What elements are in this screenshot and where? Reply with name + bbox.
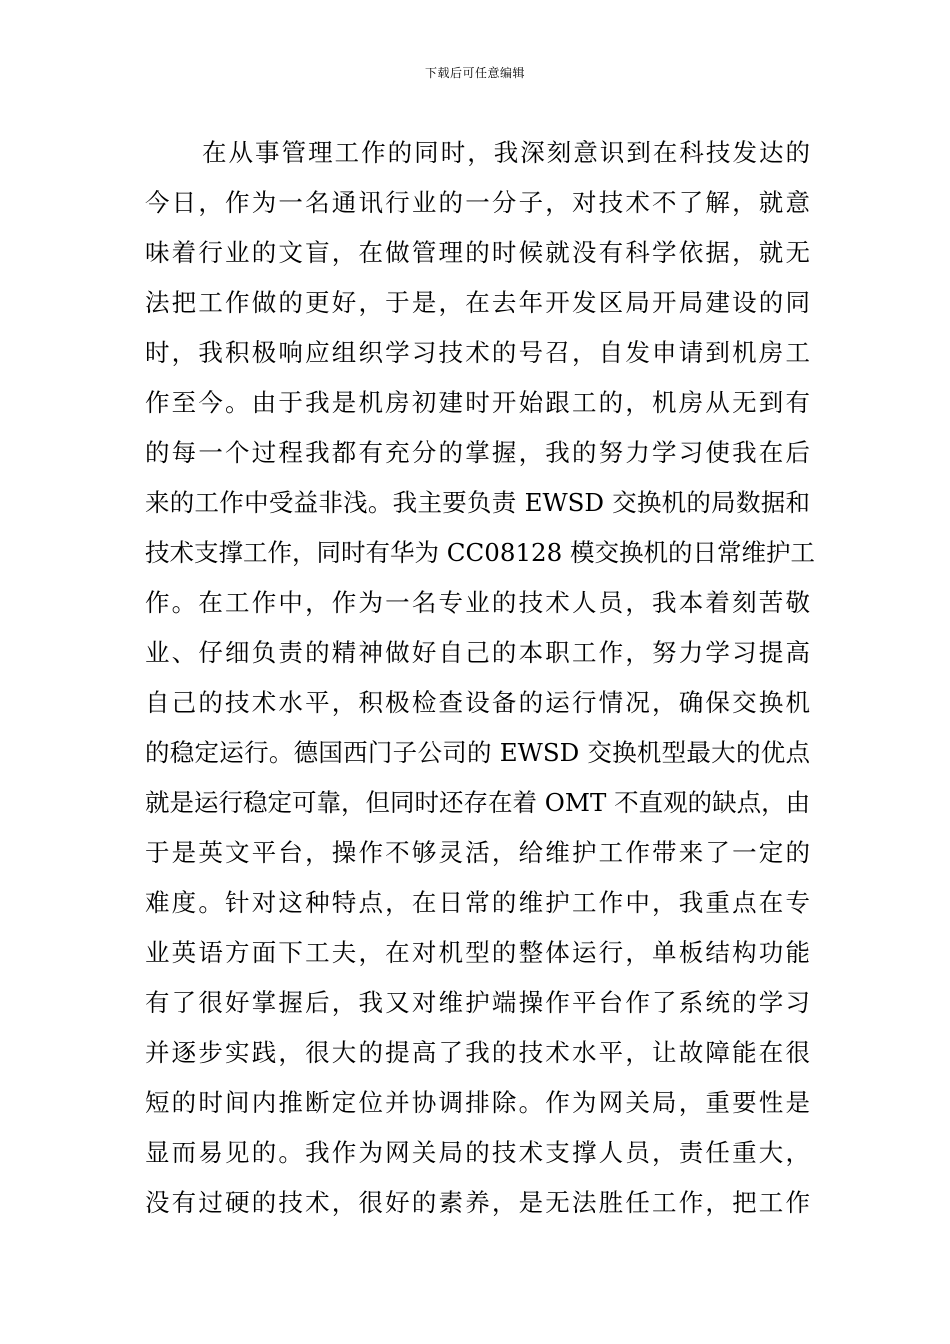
text-line: 法把工作做的更好，于是，在去年开发区局开局建设的同 [145, 288, 810, 317]
document-body [145, 128, 816, 1228]
text-line: 作至今。由于我是机房初建时开始跟工的，机房从无到有 [145, 388, 810, 417]
text-line: 就是运行稳定可靠，但同时还存在着 OMT 不直观的缺点，由 [145, 788, 811, 817]
text-line: 来的工作中受益非浅。我主要负责 EWSD 交换机的局数据和 [145, 488, 810, 517]
text-line: 今日，作为一名通讯行业的一分子，对技术不了解，就意 [145, 188, 810, 217]
text-line: 业、仔细负责的精神做好自己的本职工作，努力学习提高 [145, 638, 810, 667]
text-line: 短的时间内推断定位并协调排除。作为网关局，重要性是 [145, 1088, 810, 1117]
text-line: 没有过硬的技术，很好的素养，是无法胜任工作，把工作 [145, 1188, 810, 1217]
text-line: 有了很好掌握后，我又对维护端操作平台作了系统的学习 [145, 988, 810, 1017]
text-line: 自己的技术水平，积极检查设备的运行情况，确保交换机 [145, 688, 810, 717]
text-line: 时，我积极响应组织学习技术的号召，自发申请到机房工 [145, 338, 810, 367]
text-line: 味着行业的文盲，在做管理的时候就没有科学依据，就无 [145, 238, 810, 267]
text-line: 业英语方面下工夫，在对机型的整体运行，单板结构功能 [145, 938, 810, 967]
text-line: 的每一个过程我都有充分的掌握，我的努力学习使我在后 [145, 438, 810, 467]
text-line: 技术支撑工作，同时有华为 CC08128 模交换机的日常维护工 [145, 538, 816, 567]
text-line: 的稳定运行。德国西门子公司的 EWSD 交换机型最大的优点 [145, 738, 810, 767]
text-line: 在从事管理工作的同时，我深刻意识到在科技发达的 [202, 138, 810, 167]
text-line: 难度。针对这种特点，在日常的维护工作中，我重点在专 [145, 888, 810, 917]
page-header: 下载后可任意编辑 [424, 66, 525, 80]
text-line: 并逐步实践，很大的提高了我的技术水平，让故障能在很 [145, 1038, 810, 1067]
text-line: 于是英文平台，操作不够灵活，给维护工作带来了一定的 [145, 838, 810, 867]
text-line: 作。在工作中，作为一名专业的技术人员，我本着刻苦敬 [145, 588, 810, 617]
text-line: 显而易见的。我作为网关局的技术支撑人员，责任重大， [145, 1138, 810, 1167]
